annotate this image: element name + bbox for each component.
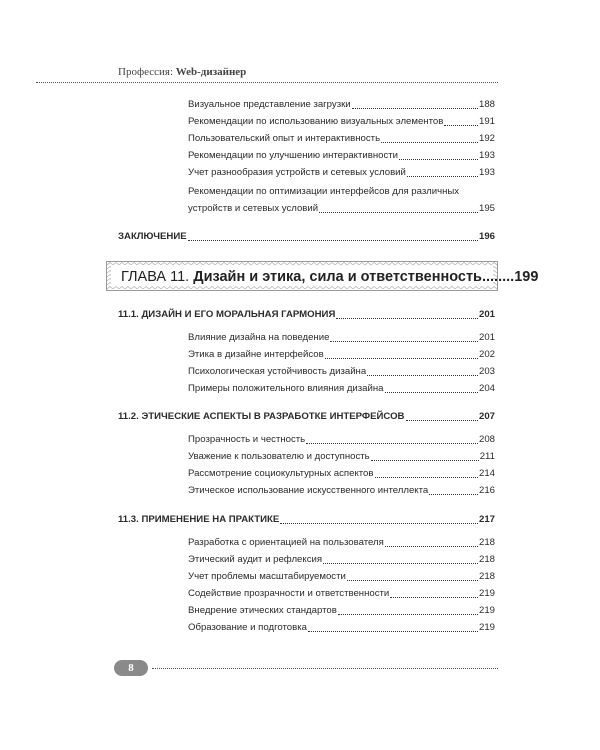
toc-entry-page: 211 xyxy=(479,451,495,462)
toc-entry-page: 208 xyxy=(478,434,495,445)
chapter-page: 199 xyxy=(514,269,539,285)
dot-leader xyxy=(444,125,478,126)
toc-entry-page: 193 xyxy=(478,167,495,178)
toc-section[interactable] xyxy=(118,514,495,526)
toc-entry-title: Учет проблемы масштабируемости xyxy=(188,571,346,582)
toc-entry-page: 218 xyxy=(478,537,495,548)
toc-section-title: 11.3. ПРИМЕНЕНИЕ НА ПРАКТИКЕ xyxy=(118,514,280,525)
dot-leader xyxy=(347,580,478,581)
toc-section[interactable] xyxy=(118,411,495,423)
toc-entry-title: Визуальное представление загрузки xyxy=(188,99,351,110)
toc-entry[interactable] xyxy=(188,366,495,378)
page-number-badge: 8 xyxy=(114,660,148,676)
dot-leader xyxy=(280,523,478,524)
toc-entry-title: Этическое использование искусственного интеллекта xyxy=(188,485,429,496)
toc-entry-title-line1: Рекомендации по оптимизации интерфейсов для различных xyxy=(188,186,460,197)
chapter-dots: ........ xyxy=(481,269,515,285)
chapter-heading-box[interactable] xyxy=(106,261,539,291)
dot-leader xyxy=(188,240,478,241)
toc-entry-title: Психологическая устойчивость дизайна xyxy=(188,366,367,377)
toc-entry-title: Рекомендации по использованию визуальных элементов xyxy=(188,116,444,127)
dot-leader xyxy=(429,494,478,495)
toc-entry[interactable] xyxy=(188,485,495,497)
toc-conclusion[interactable] xyxy=(118,231,495,243)
dot-leader xyxy=(406,420,478,421)
chapter-name: Дизайн и этика, сила и ответственность xyxy=(193,269,482,285)
toc-entry-page: 201 xyxy=(478,332,495,343)
toc-entry-page: 193 xyxy=(478,150,495,161)
toc-entry-page: 192 xyxy=(478,133,495,144)
toc-conclusion-page: 196 xyxy=(478,231,495,242)
dot-leader xyxy=(399,159,478,160)
dot-leader xyxy=(390,597,478,598)
toc-entry-page: 204 xyxy=(478,383,495,394)
running-header xyxy=(118,66,246,78)
toc-entry[interactable] xyxy=(188,167,495,179)
toc-entry-title: Уважение к пользователю и доступность xyxy=(188,451,370,462)
profession-label: Профессия: xyxy=(118,66,173,78)
toc-entry-page: 202 xyxy=(478,349,495,360)
toc-entry-page: 219 xyxy=(478,622,495,633)
dot-leader xyxy=(306,443,478,444)
toc-section-page: 217 xyxy=(478,514,495,525)
header-divider xyxy=(36,82,498,83)
dot-leader xyxy=(336,318,478,319)
toc-entry[interactable] xyxy=(188,332,495,344)
toc-entry-page: 219 xyxy=(478,588,495,599)
toc-section-title: 11.1. ДИЗАЙН И ЕГО МОРАЛЬНАЯ ГАРМОНИЯ xyxy=(118,309,336,320)
toc-entry[interactable] xyxy=(188,150,495,162)
dot-leader xyxy=(352,108,478,109)
toc-entry[interactable] xyxy=(188,605,495,617)
toc-entry-title: Учет разнообразия устройств и сетевых условий xyxy=(188,167,406,178)
toc-entry-title: Образование и подготовка xyxy=(188,622,307,633)
dot-leader xyxy=(407,176,478,177)
profession-value: Web-дизайнер xyxy=(175,66,247,78)
toc-entry-page: 195 xyxy=(478,203,495,214)
toc-entry[interactable] xyxy=(188,468,495,480)
toc-section-page: 201 xyxy=(478,309,495,320)
toc-entry[interactable] xyxy=(188,383,495,395)
toc-section-title: 11.2. ЭТИЧЕСКИЕ АСПЕКТЫ В РАЗРАБОТКЕ ИНТЕРФЕЙСОВ xyxy=(118,411,405,422)
toc-entry[interactable] xyxy=(188,133,495,145)
toc-entry-title: Содействие прозрачности и ответственности xyxy=(188,588,390,599)
toc-entry[interactable] xyxy=(188,554,495,566)
toc-entry-title-line2: устройств и сетевых условий xyxy=(188,203,319,214)
toc-entry[interactable] xyxy=(188,349,495,361)
toc-entry[interactable] xyxy=(188,588,495,600)
toc-entry-title: Рекомендации по улучшению интерактивности xyxy=(188,150,399,161)
toc-entry-title: Рассмотрение социокультурных аспектов xyxy=(188,468,374,479)
toc-entry-title: Внедрение этических стандартов xyxy=(188,605,337,616)
toc-entry[interactable] xyxy=(188,622,495,634)
dot-leader xyxy=(308,631,478,632)
toc-section-page: 207 xyxy=(478,411,495,422)
toc-entry-title: Этика в дизайне интерфейсов xyxy=(188,349,324,360)
toc-entry[interactable] xyxy=(188,451,495,463)
toc-entry-page: 219 xyxy=(478,605,495,616)
dot-leader xyxy=(330,341,478,342)
toc-entry-page: 218 xyxy=(478,554,495,565)
dot-leader xyxy=(325,358,478,359)
dot-leader xyxy=(385,392,478,393)
dot-leader xyxy=(338,614,478,615)
toc-section[interactable] xyxy=(118,309,495,321)
toc-entry-title: Влияние дизайна на поведение xyxy=(188,332,330,343)
chapter-label: ГЛАВА 11. xyxy=(121,269,190,285)
toc-entry[interactable] xyxy=(188,571,495,583)
toc-entry-page: 203 xyxy=(478,366,495,377)
dot-leader xyxy=(385,546,478,547)
dot-leader xyxy=(375,477,478,478)
toc-entry-title: Пользовательский опыт и интерактивность xyxy=(188,133,381,144)
toc-entry[interactable] xyxy=(188,99,495,111)
dot-leader xyxy=(367,375,478,376)
dot-leader xyxy=(371,460,479,461)
toc-entry[interactable] xyxy=(188,116,495,128)
toc-entry[interactable] xyxy=(188,537,495,549)
toc-entry-title: Прозрачность и честность xyxy=(188,434,306,445)
dot-leader xyxy=(323,563,478,564)
toc-entry-page: 216 xyxy=(478,485,495,496)
toc-entry-page: 191 xyxy=(478,116,495,127)
dot-leader xyxy=(319,212,478,213)
toc-entry-page: 188 xyxy=(478,99,495,110)
dot-leader xyxy=(381,142,478,143)
toc-conclusion-title: ЗАКЛЮЧЕНИЕ xyxy=(118,231,187,242)
toc-entry-page: 218 xyxy=(478,571,495,582)
toc-entry-page: 214 xyxy=(478,468,495,479)
toc-entry-title: Этический аудит и рефлексия xyxy=(188,554,323,565)
footer-divider xyxy=(152,668,498,669)
toc-entry-title: Примеры положительного влияния дизайна xyxy=(188,383,384,394)
chapter-title xyxy=(121,269,538,285)
toc-entry-title: Разработка с ориентацией на пользователя xyxy=(188,537,384,548)
toc-entry[interactable] xyxy=(188,434,495,446)
toc-entry-multiline[interactable] xyxy=(188,183,495,217)
